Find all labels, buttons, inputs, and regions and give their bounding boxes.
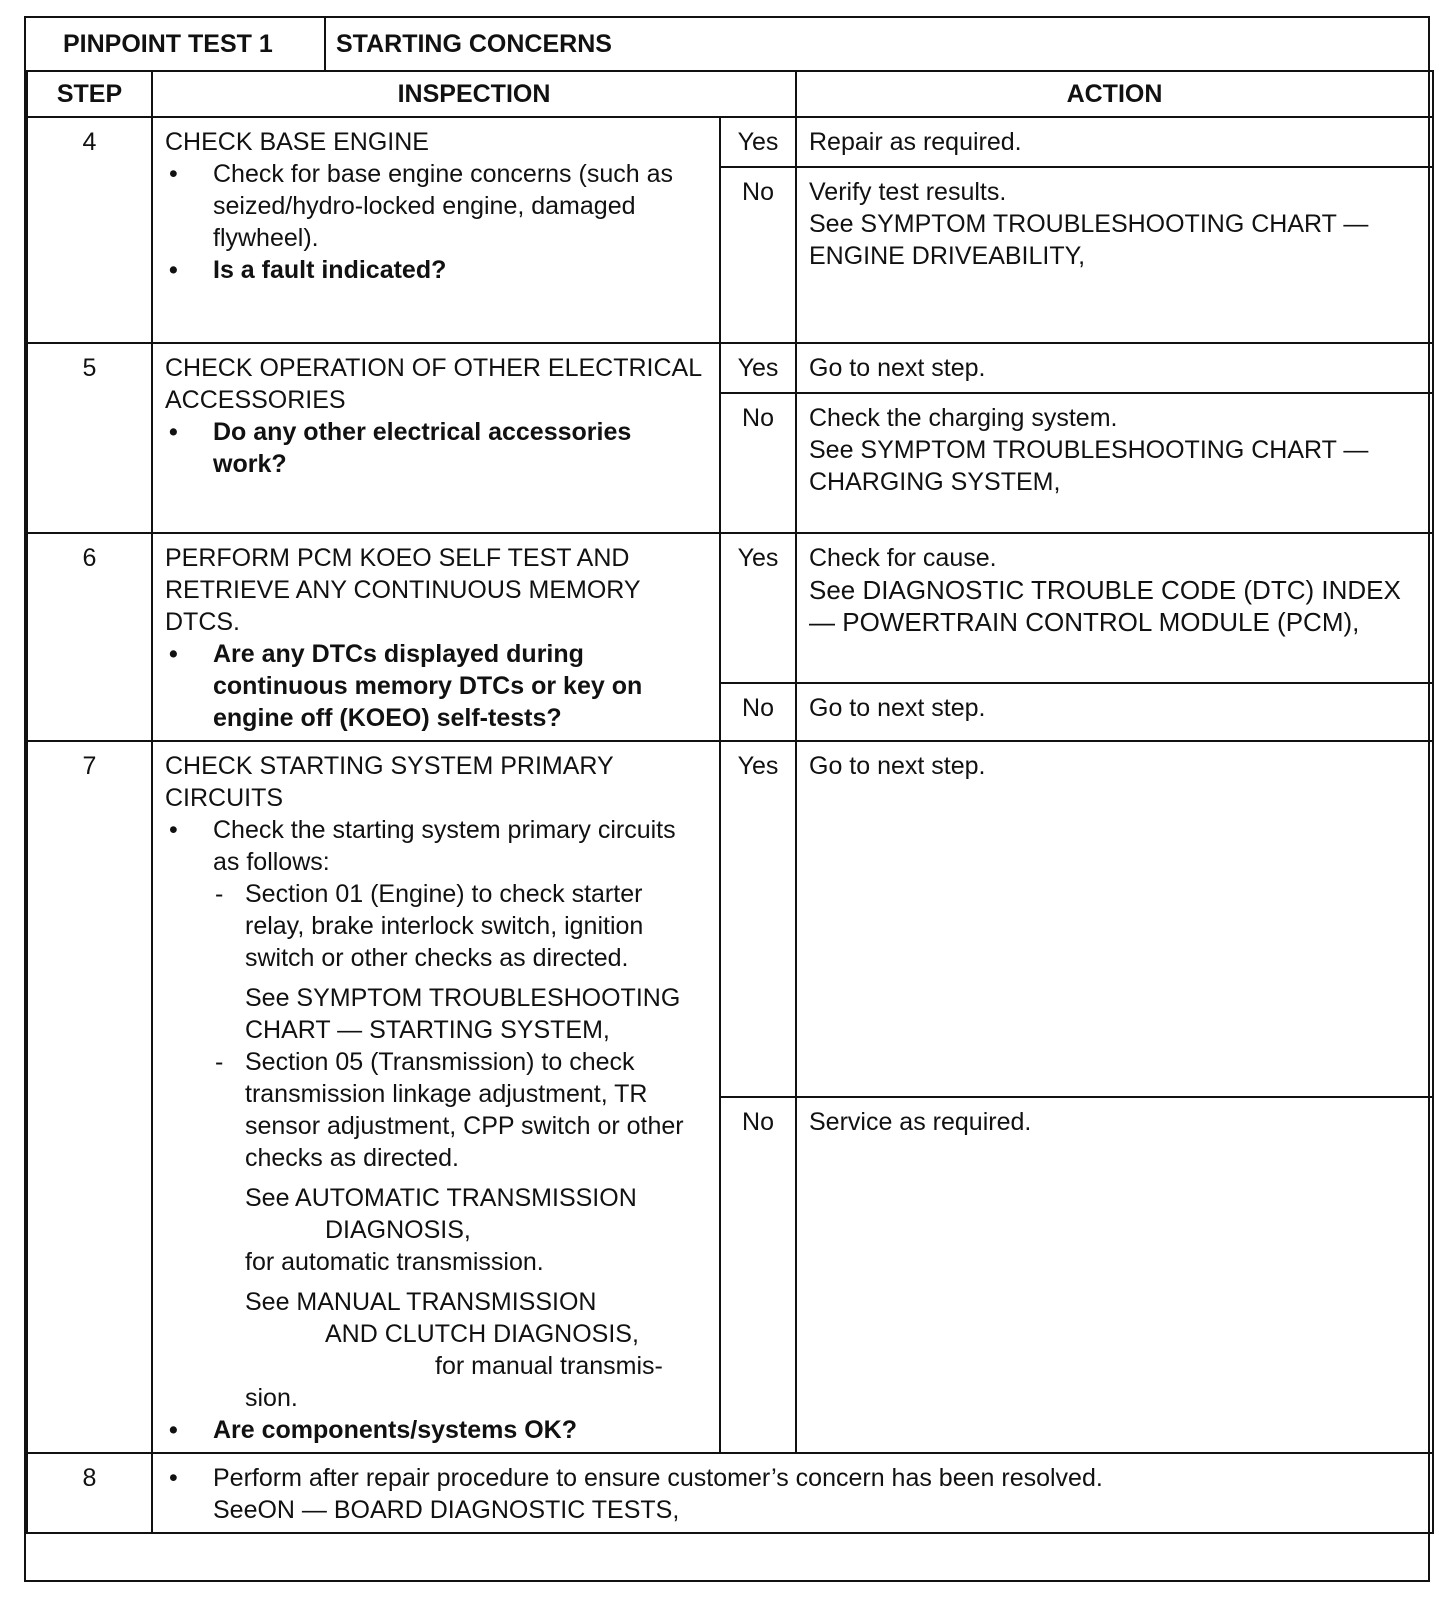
inspection-question: • Are components/systems OK? — [165, 1414, 707, 1446]
no-action: Go to next step. — [796, 683, 1433, 742]
inspection-question: • Do any other electrical accessories work? — [165, 416, 707, 480]
table-row — [27, 1453, 1433, 1533]
yes-action — [796, 533, 1433, 683]
no-action — [796, 393, 1433, 533]
step-column-header: STEP — [27, 71, 152, 117]
inspection-reference-cont: AND CLUTCH DIAGNOSIS, — [325, 1320, 639, 1348]
yes-action-reference: See DIAGNOSTIC TROUBLE CODE (DTC) INDEX — POWERTRAIN CONTROL MODULE (PCM), — [809, 575, 1401, 637]
no-action-line: Verify test results. — [809, 178, 1007, 207]
table-row — [27, 741, 1433, 1097]
inspection-reference: See SYMPTOM TROUBLESHOOTING CHART — STARTING SYSTEM, — [245, 984, 681, 1044]
pinpoint-test-table — [26, 18, 1434, 1534]
yes-action-line: Check for cause. — [809, 544, 997, 572]
inspection-subitem: - Section 01 (Engine) to check starter relay, brake interlock switch, ignition switch or other checks as directed. — [165, 878, 707, 974]
inspection-bullet: • Check the starting system primary circuits as follows: — [165, 814, 707, 878]
inspection-reference-cont: DIAGNOSIS, — [325, 1216, 471, 1244]
inspection-cell — [152, 117, 720, 343]
step-number: 5 — [27, 343, 152, 533]
yes-action: Go to next step. — [796, 343, 1433, 393]
inspection-bullet: • Check for base engine concerns (such as seized/hydro-locked engine, damaged flywheel). — [165, 158, 707, 254]
inspection-cell — [152, 1453, 1433, 1533]
no-label: No — [720, 167, 796, 343]
inspection-cell — [152, 533, 720, 741]
action-column-header: ACTION — [796, 71, 1433, 117]
inspection-reference: See MANUAL TRANSMISSION — [245, 1288, 597, 1316]
table-row — [27, 533, 1433, 683]
step-number: 7 — [27, 741, 152, 1453]
test-header-row — [27, 18, 1433, 71]
no-label: No — [720, 683, 796, 742]
yes-label: Yes — [720, 533, 796, 683]
no-label: No — [720, 1097, 796, 1453]
no-action — [796, 167, 1433, 343]
inspection-reference-cont: sion. — [245, 1384, 298, 1412]
inspection-subitem: - Section 05 (Transmission) to check transmission linkage adjustment, TR sensor adjustment, CPP switch or other checks as directed. — [165, 1046, 707, 1174]
inspection-reference: SeeON — BOARD DIAGNOSTIC TESTS, — [213, 1496, 680, 1524]
table-row — [27, 343, 1433, 393]
column-header-row — [27, 71, 1433, 117]
inspection-column-header: INSPECTION — [152, 71, 796, 117]
step-number: 6 — [27, 533, 152, 741]
inspection-reference-cont: for manual transmis- — [435, 1352, 663, 1380]
inspection-reference: See AUTOMATIC TRANSMISSION — [245, 1184, 637, 1212]
no-action: Service as required. — [796, 1097, 1433, 1453]
table-row — [27, 117, 1433, 167]
inspection-bullet: • Perform after repair procedure to ensure customer’s concern has been resolved. — [165, 1462, 1420, 1494]
step-number: 8 — [27, 1453, 152, 1533]
inspection-question: • Is a fault indicated? — [165, 254, 707, 286]
yes-label: Yes — [720, 343, 796, 393]
inspection-cell — [152, 343, 720, 533]
inspection-title: CHECK STARTING SYSTEM PRIMARY CIRCUITS — [165, 752, 614, 812]
pinpoint-test-document — [24, 16, 1430, 1582]
no-action-reference: See SYMPTOM TROUBLESHOOTING CHART — CHARGING SYSTEM, — [809, 436, 1369, 496]
test-title: STARTING CONCERNS — [336, 30, 612, 58]
test-label: PINPOINT TEST 1 — [27, 18, 325, 70]
step-number: 4 — [27, 117, 152, 343]
yes-label: Yes — [720, 741, 796, 1097]
yes-label: Yes — [720, 117, 796, 167]
inspection-question: • Are any DTCs displayed during continuous memory DTCs or key on engine off (KOEO) self-tests? — [165, 638, 707, 734]
no-action-line: Check the charging system. — [809, 404, 1118, 432]
no-action-reference: See SYMPTOM TROUBLESHOOTING CHART — ENGINE DRIVEABILITY, — [809, 210, 1369, 271]
inspection-title: CHECK BASE ENGINE — [165, 128, 429, 156]
yes-action: Go to next step. — [796, 741, 1433, 1097]
inspection-reference-cont: for automatic transmission. — [245, 1248, 544, 1276]
inspection-cell — [152, 741, 720, 1453]
no-label: No — [720, 393, 796, 533]
inspection-title: CHECK OPERATION OF OTHER ELECTRICAL ACCESSORIES — [165, 354, 702, 414]
inspection-title: PERFORM PCM KOEO SELF TEST AND RETRIEVE ANY CONTINUOUS MEMORY DTCS. — [165, 544, 641, 636]
yes-action: Repair as required. — [796, 117, 1433, 167]
